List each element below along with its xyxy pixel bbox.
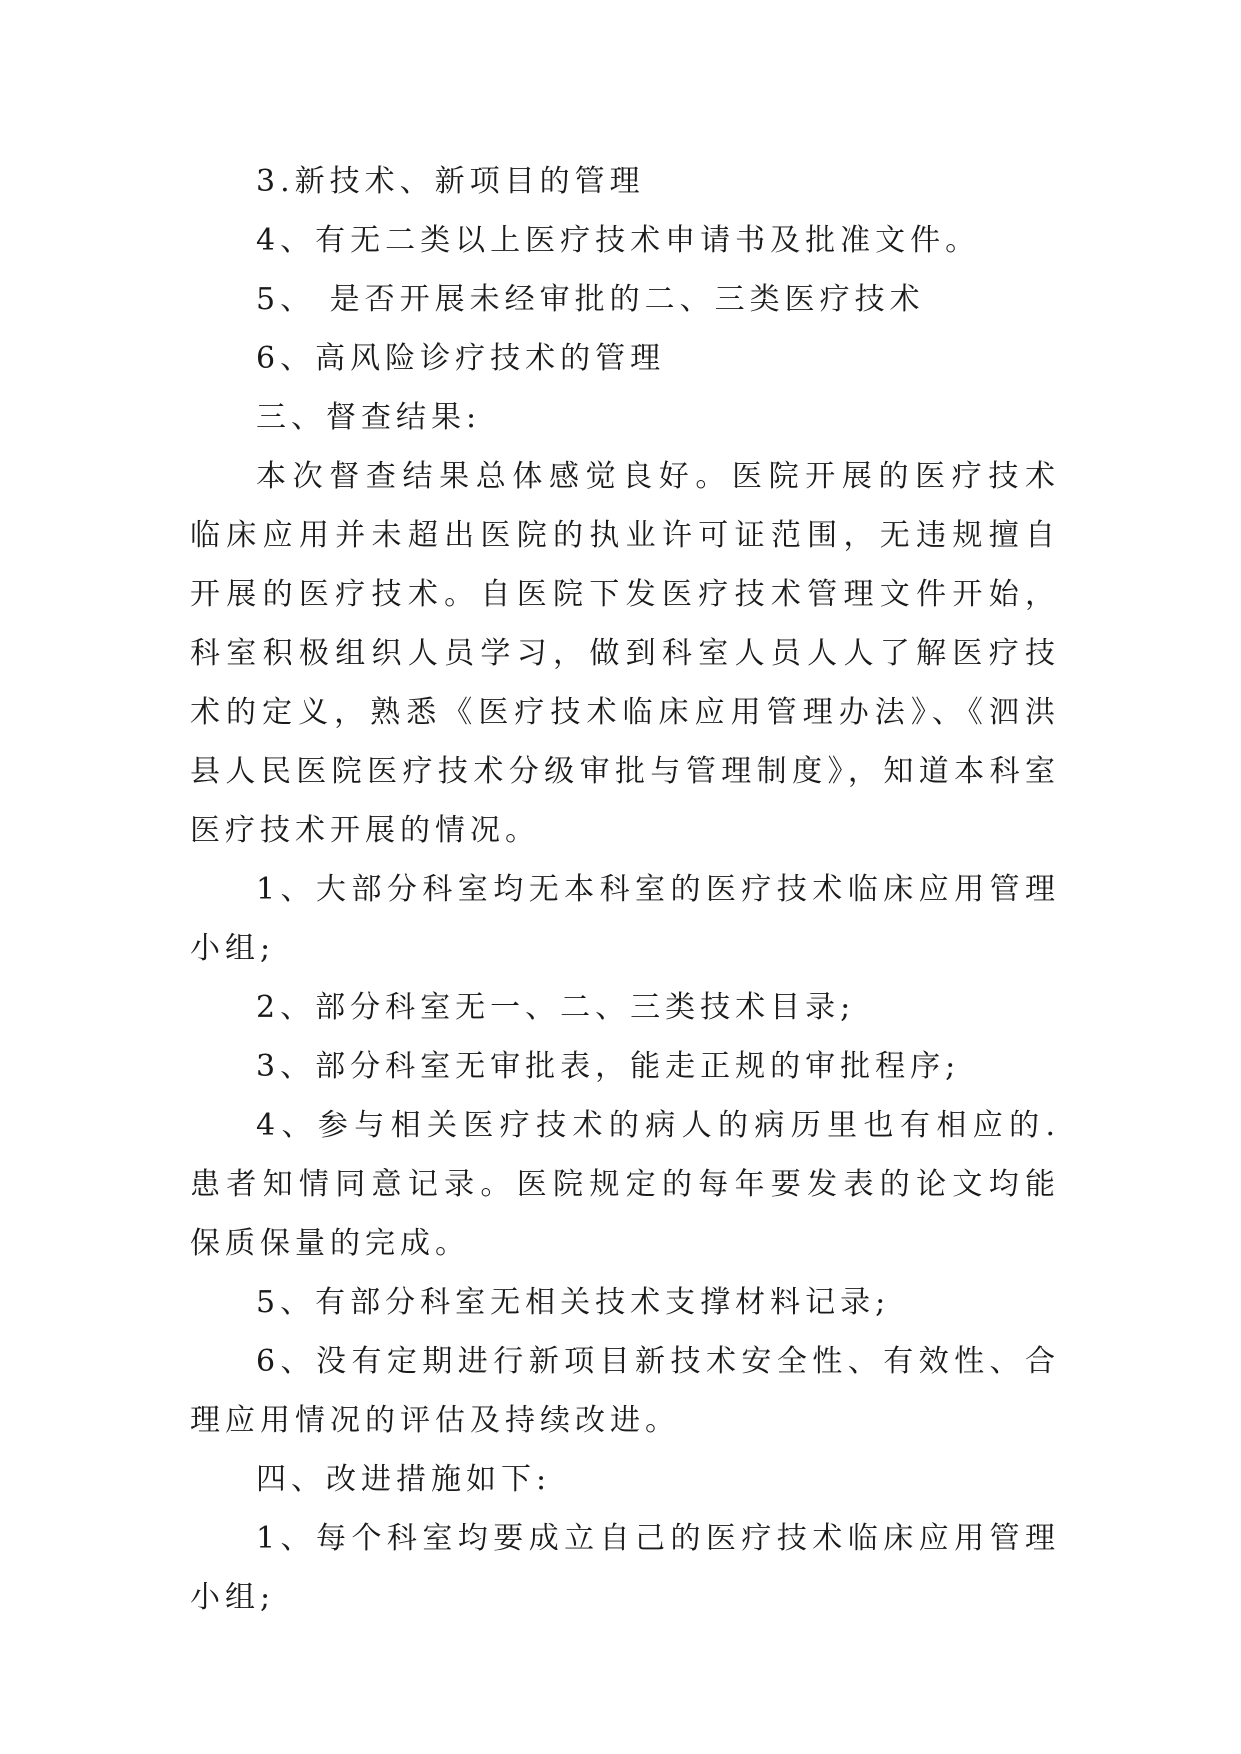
finding-item-2: 2、部分科室无一、二、三类技术目录; <box>256 990 856 1025</box>
finding-item-1: 1、大部分科室均无本科室的医疗技术临床应用管理小组; <box>190 872 1060 966</box>
paragraph-results-summary: 本次督查结果总体感觉良好。医院开展的医疗技术临床应用并未超出医院的执业许可证范围，无违规擅自开展的医疗技术。自医院下发医疗技术管理文件开始，科室积极组织人员学习，做到科室人员人人了解医疗技术的定义，熟悉《医疗技术临床应用管理办法》、《泗洪县人民医院医疗技术分级审批与管理制度》，知道本科室医疗技术开展的情况。 <box>190 459 1060 848</box>
paragraph-item-5-unapproved: 5、 是否开展未经审批的二、三类医疗技术 <box>256 282 925 317</box>
paragraph-item-6-high-risk: 6、高风险诊疗技术的管理 <box>256 341 666 376</box>
finding-item-4: 4、参与相关医疗技术的病人的病历里也有相应的.患者知情同意记录。医院规定的每年要发表的论文均能保质保量的完成。 <box>190 1108 1060 1261</box>
section-heading-improvements: 四、改进措施如下: <box>256 1462 552 1497</box>
finding-item-6: 6、没有定期进行新项目新技术安全性、有效性、合理应用情况的评估及持续改进。 <box>190 1344 1060 1438</box>
section-heading-results: 三、督查结果: <box>256 400 482 435</box>
finding-item-3: 3、部分科室无审批表，能走正规的审批程序; <box>256 1049 961 1084</box>
document-body <box>190 152 1060 1627</box>
improvement-item-1: 1、每个科室均要成立自己的医疗技术临床应用管理小组; <box>190 1521 1060 1615</box>
paragraph-item-4-application: 4、有无二类以上医疗技术申请书及批准文件。 <box>256 223 981 258</box>
paragraph-item-3-new-tech: 3.新技术、新项目的管理 <box>256 164 645 199</box>
finding-item-5: 5、有部分科室无相关技术支撑材料记录; <box>256 1285 891 1320</box>
